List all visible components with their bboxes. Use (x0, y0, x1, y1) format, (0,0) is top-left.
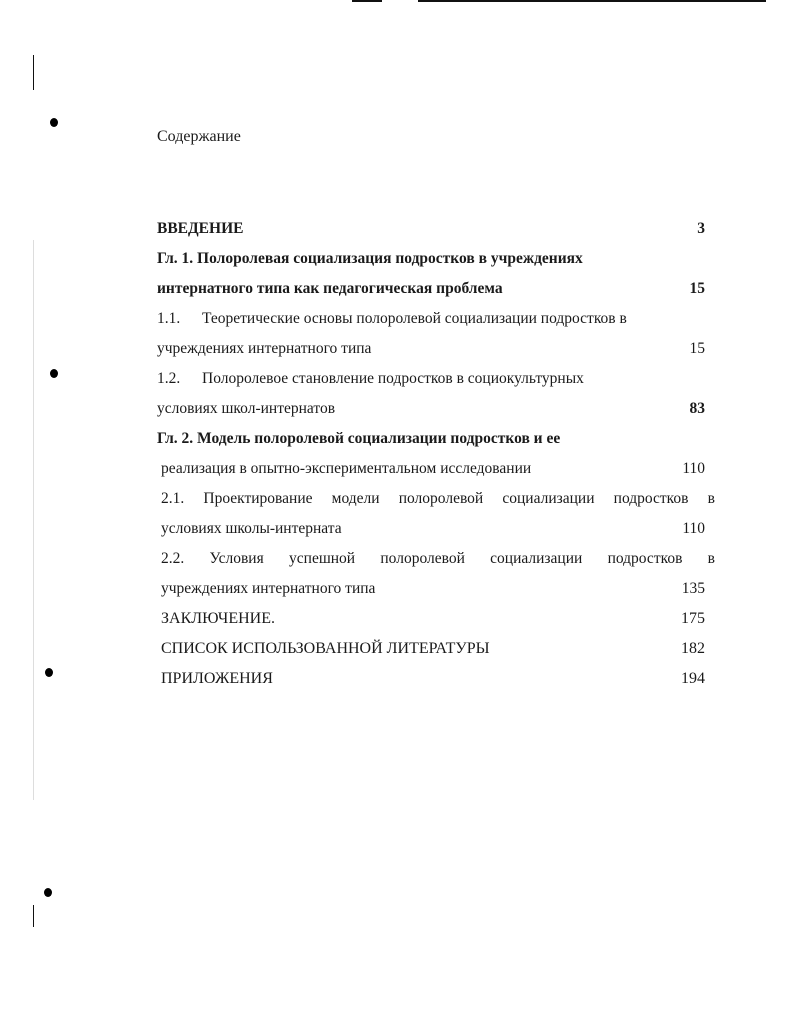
toc-entry-section-2-2-cont (157, 574, 705, 604)
toc-entry-label: реализация в опытно-экспериментальном исследовании (161, 460, 532, 477)
binder-hole (50, 369, 58, 378)
binder-hole (45, 668, 53, 677)
toc-entry-label: 2.2. Условия успешной полоролевой социализации подростков в (161, 550, 715, 567)
toc-entry-section-2-1-cont (157, 514, 705, 544)
toc-entry-page: 110 (682, 460, 705, 477)
toc-entry-page: 194 (681, 670, 705, 687)
binder-hole (44, 888, 52, 897)
toc-entry-page: 110 (682, 520, 705, 537)
toc-entry-label: интернатного типа как педагогическая проблема (157, 280, 503, 297)
page-title: Содержание (157, 128, 241, 145)
toc-entry-section-1-1-cont (157, 334, 705, 364)
scan-margin-faint (33, 240, 34, 800)
toc-entry-label: Полоролевое становление подростков в социокультурных (202, 370, 584, 387)
toc-entry-page: 175 (681, 610, 705, 627)
toc-entry-chapter1 (157, 244, 705, 274)
toc-entry-section-1-1 (157, 304, 705, 334)
toc-entry-label: СПИСОК ИСПОЛЬЗОВАННОЙ ЛИТЕРАТУРЫ (161, 640, 490, 657)
toc-entry-page: 182 (681, 640, 705, 657)
toc-entry-label: 2.1. Проектирование модели полоролевой социализации подростков в (161, 490, 715, 507)
scan-margin-bottom (33, 905, 34, 927)
toc-entry-label: Гл. 2. Модель полоролевой социализации подростков и ее (157, 430, 561, 447)
toc-entry-section-1-2-cont (157, 394, 705, 424)
scan-edge-top-long (418, 0, 766, 2)
toc-entry-number: 1.1. (157, 310, 181, 327)
scan-edge-top-short (352, 0, 382, 2)
toc-entry-label: ПРИЛОЖЕНИЯ (161, 670, 273, 687)
toc-entry-page: 83 (689, 400, 705, 417)
toc-entry-page: 3 (697, 220, 705, 237)
toc-entry-conclusion (157, 604, 705, 634)
toc-entry-label: ВВЕДЕНИЕ (157, 220, 244, 237)
toc-entry-label: учреждениях интернатного типа (161, 580, 376, 597)
toc-entry-references (157, 634, 705, 664)
toc-entry-section-2-2 (157, 544, 715, 574)
toc-entry-chapter2-cont (157, 454, 705, 484)
toc-entry-intro (157, 214, 705, 244)
toc-entry-label: ЗАКЛЮЧЕНИЕ. (161, 610, 275, 627)
toc-entry-label: учреждениях интернатного типа (157, 340, 372, 357)
toc-entry-label: Теоретические основы полоролевой социализации подростков в (202, 310, 627, 327)
toc-entry-label: условиях школ-интернатов (157, 400, 336, 417)
toc-entry-chapter2 (157, 424, 705, 454)
toc-entry-section-2-1 (157, 484, 715, 514)
scan-margin-line (33, 55, 34, 90)
toc-entry-appendices (157, 664, 705, 694)
toc-entry-label: Гл. 1. Полоролевая социализация подростков в учреждениях (157, 250, 583, 267)
toc-entry-page: 15 (689, 280, 705, 297)
table-of-contents (157, 214, 715, 694)
binder-hole (50, 118, 58, 127)
toc-entry-number: 1.2. (157, 370, 181, 387)
toc-entry-chapter1-cont (157, 274, 705, 304)
toc-entry-label: условиях школы-интерната (161, 520, 342, 537)
toc-entry-section-1-2 (157, 364, 705, 394)
toc-entry-page: 15 (689, 340, 705, 357)
toc-entry-page: 135 (681, 580, 705, 597)
